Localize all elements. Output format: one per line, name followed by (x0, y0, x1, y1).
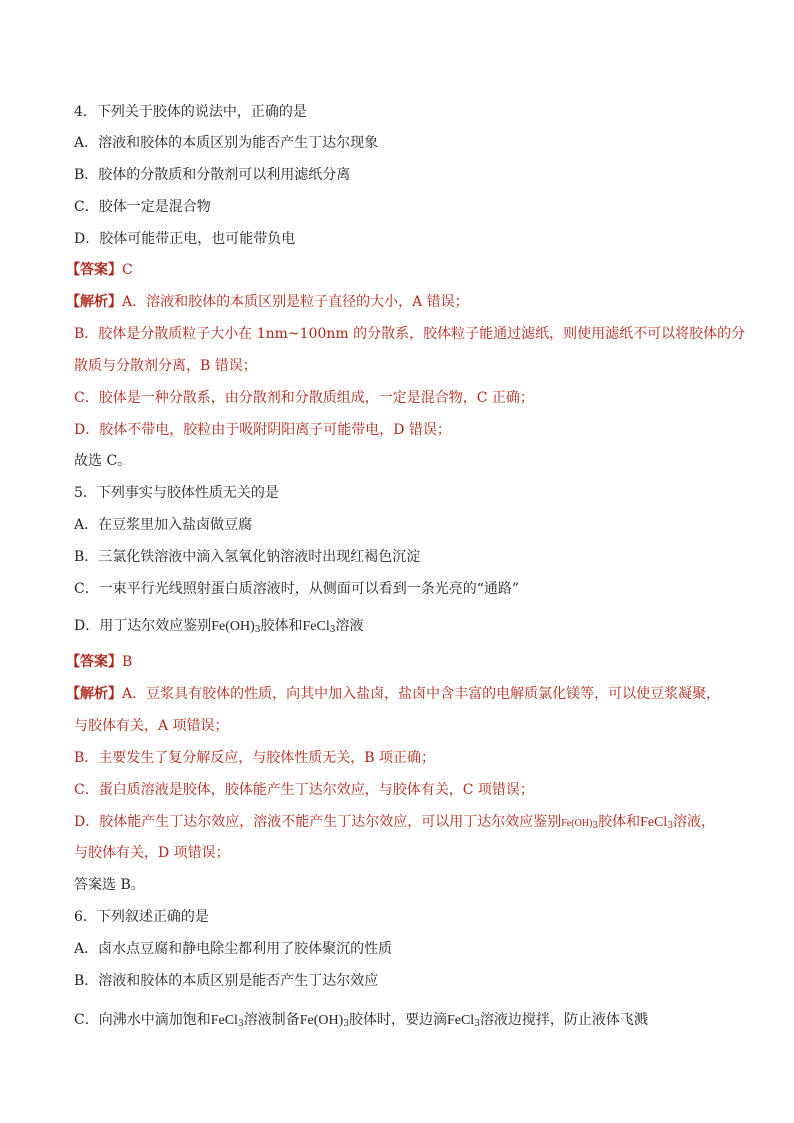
answer-label: 【答案】 (66, 654, 122, 670)
answer-label: 【答案】 (66, 262, 122, 278)
text: D．胶体能产生丁达尔效应，溶液不能产生丁达尔效应，可以用丁达尔效应鉴别 (74, 814, 562, 830)
q5-stem: 5．下列事实与胶体性质无关的是 (74, 485, 279, 501)
q4-option-a: A．溶液和胶体的本质区别为能否产生丁达尔现象 (74, 135, 379, 151)
q6-option-b: B．溶液和胶体的本质区别是能否产生丁达尔效应 (74, 973, 379, 989)
chem-formula: FeCl (640, 815, 668, 830)
text: 溶液边搅拌，防止液体飞溅 (479, 1012, 648, 1028)
chem-formula: Fe(OH) (211, 619, 255, 634)
q4-analysis-a (66, 292, 734, 312)
q4-stem: 4．下列关于胶体的说法中，正确的是 (74, 104, 307, 120)
chem-formula: Fe(OH) (299, 1013, 344, 1028)
chem-subscript: 3 (254, 625, 261, 635)
q5-answer (66, 652, 734, 672)
q5-option-a: A．在豆浆里加入盐卤做豆腐 (74, 517, 253, 533)
chem-formula: FeCl (302, 619, 330, 634)
chem-subscript: 3 (592, 821, 599, 831)
chem-subscript: 3 (329, 625, 336, 635)
chem-subscript: 3 (667, 821, 674, 831)
analysis-label: 【解析】 (66, 686, 122, 702)
q4-option-d: D．胶体可能带正电，也可能带负电 (74, 231, 296, 247)
chem-formula: Fe(OH) (561, 818, 593, 829)
q4-analysis-c: C．胶体是一种分散系，由分散剂和分散质组成，一定是混合物，C 正确； (74, 390, 534, 406)
q4-answer (66, 260, 734, 280)
q5-analysis-d2: 与胶体有关，D 项错误； (74, 845, 230, 861)
chem-subscript: 3 (474, 1019, 480, 1029)
text: 胶体时，要边滴 (348, 1012, 447, 1028)
chem-subscript: 3 (343, 1019, 349, 1029)
q4-option-c: C．胶体一定是混合物 (74, 199, 211, 215)
q6-option-a: A．卤水点豆腐和静电除尘都利用了胶体聚沉的性质 (74, 941, 393, 957)
q4-conclusion: 故选 C。 (74, 453, 132, 469)
answer-value: B (122, 654, 133, 670)
q5-conclusion: 答案选 B。 (74, 877, 145, 893)
q4-analysis-b2: 散质与分散剂分离，B 错误； (74, 358, 257, 374)
analysis-text: A．溶液和胶体的本质区别是粒子直径的大小，A 错误； (122, 294, 469, 310)
q4-analysis-b1: B．胶体是分散质粒子大小在 1nm~100nm 的分散系，胶体粒子能通过滤纸，则使用滤纸不可以将胶体的分 (74, 326, 746, 342)
q6-stem: 6．下列叙述正确的是 (74, 909, 209, 925)
analysis-label: 【解析】 (66, 294, 122, 310)
chem-formula: FeCl (446, 1013, 475, 1028)
text: 溶液制备 (243, 1012, 300, 1028)
text: C．向沸水中滴加饱和 (74, 1012, 211, 1028)
q5-analysis-c: C．蛋白质溶液是胶体，胶体能产生丁达尔效应，与胶体有关，C 项错误； (74, 782, 534, 798)
q5-option-d (74, 616, 734, 637)
q5-option-b: B．三氯化铁溶液中滴入氢氧化钠溶液时出现红褐色沉淀 (74, 549, 421, 565)
q4-analysis-d: D．胶体不带电，胶粒由于吸附阴阳离子可能带电，D 错误； (74, 422, 451, 438)
q5-analysis-a1 (66, 684, 734, 704)
text: 胶体和 (598, 814, 641, 830)
answer-value: C (122, 262, 133, 278)
chem-formula: FeCl (210, 1013, 238, 1028)
q5-analysis-d1 (74, 812, 734, 834)
text: 溶液 (335, 618, 364, 634)
text: 溶液， (673, 814, 716, 830)
q6-option-c (74, 1010, 734, 1031)
q5-analysis-a2: 与胶体有关，A 项错误； (74, 718, 229, 734)
chem-subscript: 3 (237, 1019, 244, 1029)
q4-option-b: B．胶体的分散质和分散剂可以利用滤纸分离 (74, 167, 351, 183)
analysis-text: A．豆浆具有胶体的性质，向其中加入盐卤，盐卤中含丰富的电解质氯化镁等，可以使豆浆凝聚， (122, 686, 721, 702)
q5-analysis-b: B．主要发生了复分解反应，与胶体性质无关，B 项正确； (74, 750, 436, 766)
text: D．用丁达尔效应鉴别 (74, 618, 212, 634)
q5-option-c: C．一束平行光线照射蛋白质溶液时，从侧面可以看到一条光亮的“通路” (74, 581, 520, 597)
text: 胶体和 (260, 618, 303, 634)
